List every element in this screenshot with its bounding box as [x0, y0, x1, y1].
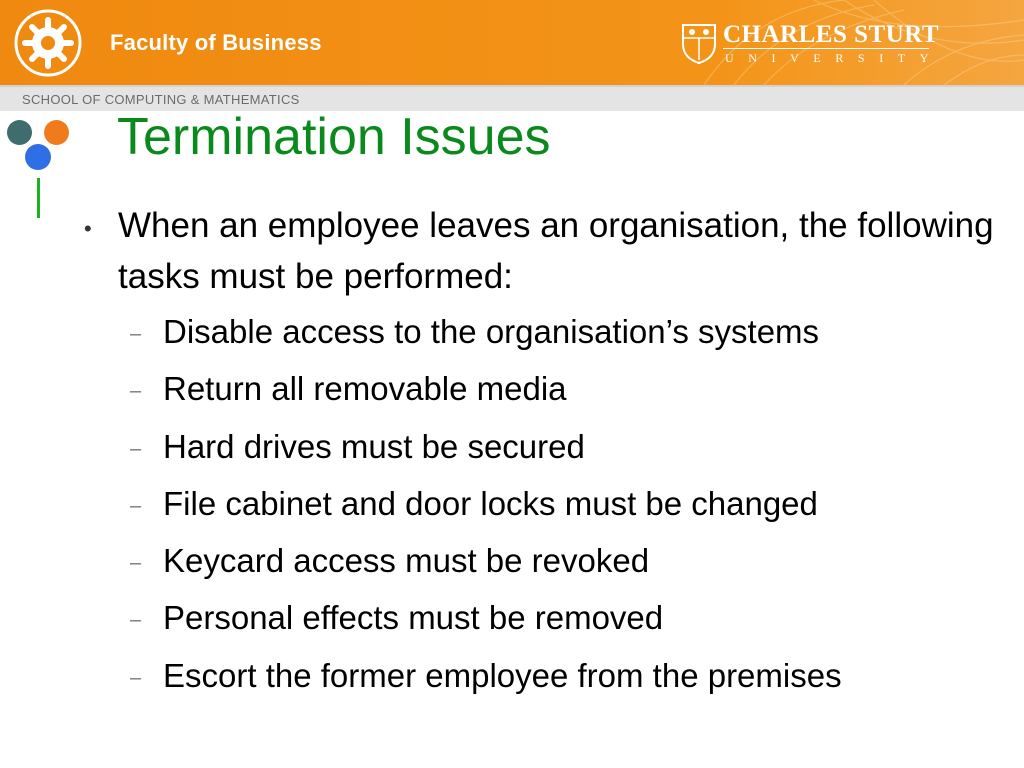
- dash-marker: –: [130, 380, 142, 403]
- task-text: Disable access to the organisation’s systems: [163, 313, 820, 350]
- task-text: Personal effects must be removed: [163, 599, 664, 637]
- dash-marker: –: [130, 437, 142, 460]
- school-label: SCHOOL OF COMPUTING & MATHEMATICS: [22, 92, 300, 107]
- task-text: Keycard access must be revoked: [163, 542, 650, 580]
- university-divider: [723, 48, 929, 49]
- header-banner: [0, 0, 1024, 85]
- university-name: CHARLES STURT: [723, 21, 940, 48]
- slide-title: Termination Issues: [117, 108, 551, 166]
- decor-dot-blue: [25, 144, 51, 170]
- university-subtitle: UNIVERSITY: [725, 51, 943, 65]
- dash-marker: –: [130, 494, 142, 517]
- faculty-title: Faculty of Business: [110, 30, 322, 55]
- dash-marker: –: [130, 609, 142, 632]
- dash-marker: –: [130, 666, 142, 689]
- dash-marker: –: [130, 552, 142, 575]
- task-text: Escort the former employee from the premises: [163, 656, 842, 694]
- decor-dot-teal: [7, 120, 32, 145]
- decor-green-bar: [37, 178, 40, 218]
- decor-dot-orange: [44, 120, 69, 145]
- university-crest-icon: [681, 22, 717, 64]
- task-text: Return all removable media: [163, 370, 567, 408]
- main-bullet-text: When an employee leaves an organisation, the following tasks must be performed:: [118, 206, 994, 296]
- bullet-marker: •: [84, 216, 92, 241]
- dash-marker: –: [130, 323, 142, 345]
- gear-logo-icon: [13, 8, 83, 78]
- task-text: Hard drives must be secured: [163, 427, 585, 465]
- task-text: File cabinet and door locks must be changed: [163, 484, 818, 522]
